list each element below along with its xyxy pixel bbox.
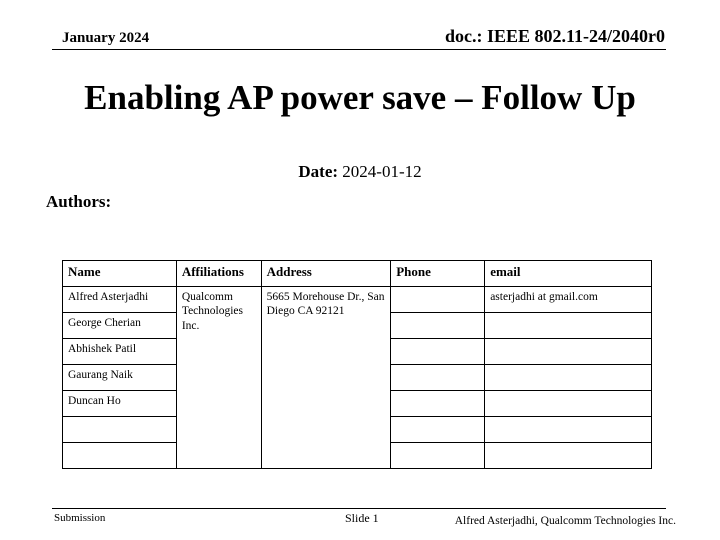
col-header-phone: Phone (391, 261, 485, 287)
cell-name: Alfred Asterjadhi (63, 287, 177, 313)
cell-email (485, 313, 652, 339)
col-header-email: email (485, 261, 652, 287)
col-header-address: Address (261, 261, 391, 287)
cell-email (485, 339, 652, 365)
cell-name: George Cherian (63, 313, 177, 339)
cell-phone (391, 417, 485, 443)
cell-phone (391, 287, 485, 313)
cell-email (485, 417, 652, 443)
cell-phone (391, 443, 485, 469)
cell-phone (391, 391, 485, 417)
cell-address: 5665 Morehouse Dr., San Diego CA 92121 (261, 287, 391, 469)
cell-phone (391, 313, 485, 339)
date-line (0, 162, 720, 182)
header-date: January 2024 (62, 30, 150, 46)
cell-phone (391, 339, 485, 365)
cell-email (485, 365, 652, 391)
footer-submission: Submission (54, 512, 106, 524)
cell-name: Abhishek Patil (63, 339, 177, 365)
cell-name (63, 417, 177, 443)
slide-title: Enabling AP power save – Follow Up (84, 78, 636, 117)
header-doc-id: doc.: IEEE 802.11-24/2040r0 (444, 26, 665, 46)
col-header-affiliations: Affiliations (176, 261, 261, 287)
cell-name: Duncan Ho (63, 391, 177, 417)
cell-email (485, 443, 652, 469)
cell-email: asterjadhi at gmail.com (485, 287, 652, 313)
cell-name: Gaurang Naik (63, 365, 177, 391)
date-value: 2024-01-12 (338, 162, 422, 181)
cell-phone (391, 365, 485, 391)
footer-slide-number: Slide 1 (345, 511, 379, 525)
col-header-name: Name (63, 261, 177, 287)
footer-divider (52, 508, 666, 509)
authors-table (62, 260, 652, 469)
table-row (63, 287, 652, 313)
authors-heading: Authors: (46, 192, 112, 211)
table-header-row (63, 261, 652, 287)
header-divider (52, 49, 666, 50)
cell-name (63, 443, 177, 469)
cell-email (485, 391, 652, 417)
date-label: Date: (298, 162, 339, 181)
footer-author: Alfred Asterjadhi, Qualcomm Technologies Inc. (454, 515, 676, 527)
cell-affiliation: Qualcomm Technologies Inc. (176, 287, 261, 469)
